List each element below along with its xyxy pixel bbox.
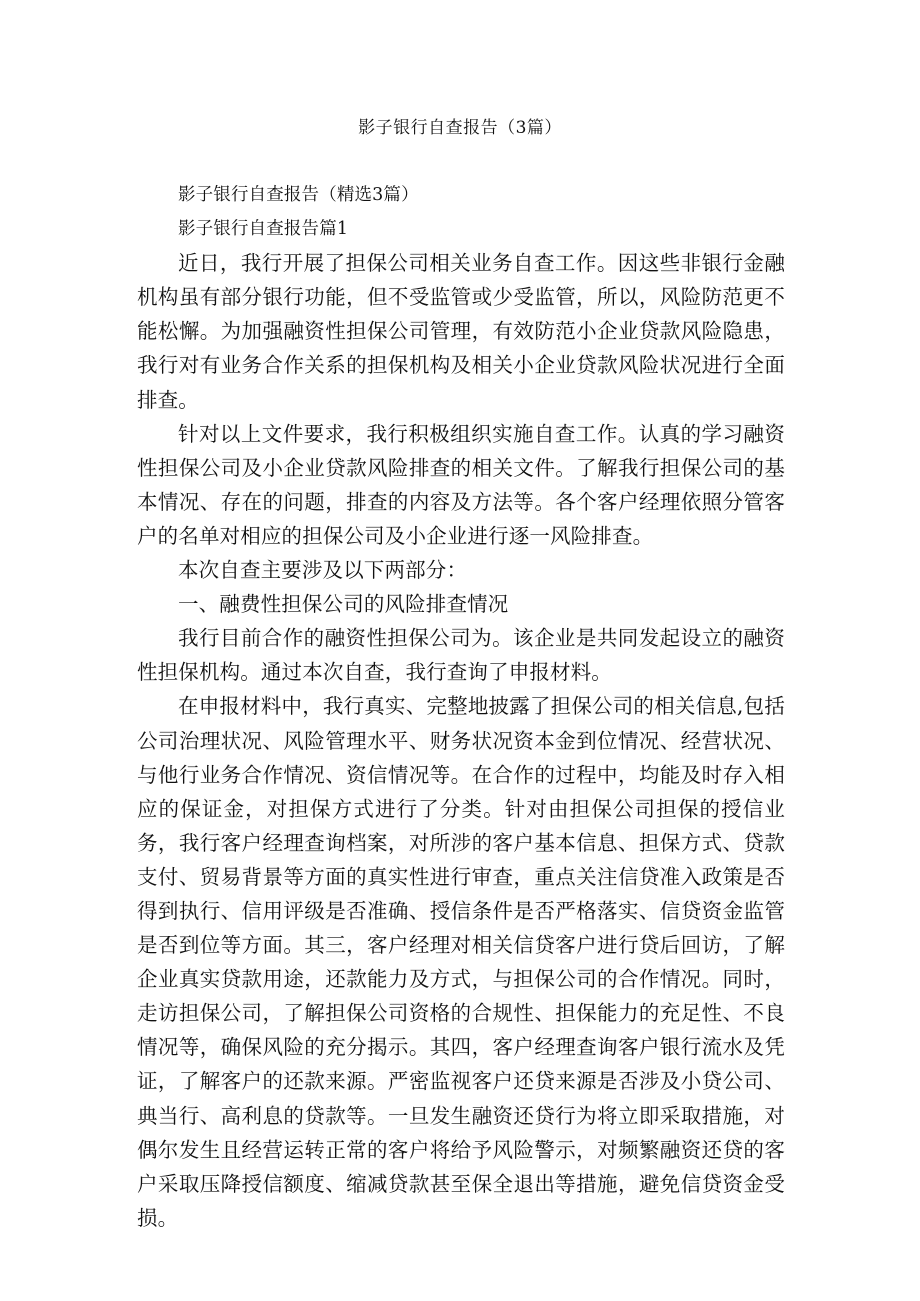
body-paragraph: 近日，我行开展了担保公司相关业务自查工作。因这些非银行金融机构虽有部分银行功能，但不受监管或少受监管，所以，风险防范更不能松懈。为加强融资性担保公司管理，有效防范小企业贷款风险隐患，我行对有业务合作关系的担保机构及相关小企业贷款风险状况进行全面排查。 xyxy=(137,251,785,412)
subsection-heading: 一、融费性担保公司的风险排查情况 xyxy=(178,592,509,617)
section-heading: 影子银行自查报告篇1 xyxy=(178,219,349,240)
document-body xyxy=(137,178,785,1235)
body-paragraph: 在申报材料中，我行真实、完整地披露了担保公司的相关信息,包括公司治理状况、风险管理水平、财务状况资本金到位情况、经营状况、与他行业务合作情况、资信情况等。在合作的过程中，均能及时存入相应的保证金，对担保方式进行了分类。针对由担保公司担保的授信业务，我行客户经理查询档案，对所涉的客户基本信息、担保方式、贷款支付、贸易背景等方面的真实性进行审查，重点关注信贷准入政策是否得到执行、信用评级是否准确、授信条件是否严格落实、信贷资金监管是否到位等方面。其三，客户经理对相关信贷客户进行贷后回访，了解企业真实贷款用途，还款能力及方式，与担保公司的合作情况。同时，走访担保公司，了解担保公司资格的合规性、担保能力的充足性、不良情况等，确保风险的充分揭示。其四，客户经理查询客户银行流水及凭证，了解客户的还款来源。严密监视客户还贷来源是否涉及小贷公司、典当行、高利息的贷款等。一旦发生融资还贷行为将立即采取措施，对偶尔发生且经营运转正常的客户将给予风险警示，对频繁融资还贷的客户采取压降授信额度、缩减贷款甚至保全退出等措施，避免信贷资金受损。 xyxy=(137,694,785,1230)
body-paragraph: 我行目前合作的融资性担保公司为。该企业是共同发起设立的融资性担保机构。通过本次自查，我行查询了申报材料。 xyxy=(137,626,785,685)
subtitle-paragraph: 影子银行自查报告（精选3篇） xyxy=(178,185,419,205)
document-title: 影子银行自查报告（3篇） xyxy=(358,118,562,138)
body-paragraph: 针对以上文件要求，我行积极组织实施自查工作。认真的学习融资性担保公司及小企业贷款风险排查的相关文件。了解我行担保公司的基本情况、存在的问题，排查的内容及方法等。各个客户经理依照分管客户的名单对相应的担保公司及小企业进行逐一风险排查。 xyxy=(137,421,785,548)
body-paragraph: 本次自查主要涉及以下两部分： xyxy=(178,558,468,583)
